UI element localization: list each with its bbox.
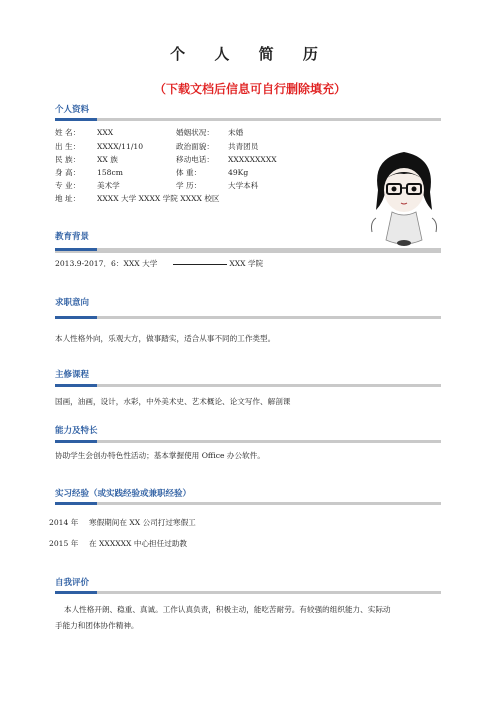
self-eval-line-2: 手能力和团体协作精神。 bbox=[55, 621, 139, 630]
intention-text: 本人性格外向，乐观大方，做事踏实，适合从事不同的工作类型。 bbox=[55, 334, 276, 343]
avatar-illustration bbox=[364, 140, 444, 250]
self-eval-line-1: 本人性格开朗、稳重、真诚。工作认真负责，积极主动，能吃苦耐劳。有较强的组织能力、实际动 bbox=[64, 605, 391, 614]
section-heading-skills: 能力及特长 bbox=[55, 426, 98, 436]
personal-row-ethnicity: 民 族： XX 族 bbox=[55, 155, 118, 164]
section-rule bbox=[55, 440, 441, 443]
education-entry: 2013.9-2017．6：XXX 大学 XXX 学院 bbox=[55, 259, 264, 268]
section-rule bbox=[55, 316, 441, 319]
personal-row-political: 政治面貌： 共青团员 bbox=[176, 142, 259, 151]
personal-row-marital: 婚姻状况： 未婚 bbox=[176, 128, 244, 137]
section-heading-self-eval: 自我评价 bbox=[55, 578, 90, 588]
personal-row-height: 身 高： 158cm bbox=[55, 168, 123, 177]
page-title: 个 人 简 历 bbox=[170, 45, 330, 63]
internship-row: 2014 年 寒假期间在 XX 公司打过寒假工 bbox=[49, 518, 196, 527]
section-rule bbox=[55, 384, 441, 387]
section-heading-personal: 个人资料 bbox=[55, 105, 90, 115]
section-rule bbox=[55, 591, 441, 594]
section-rule bbox=[55, 248, 441, 251]
personal-row-major: 专 业： 美术学 bbox=[55, 181, 120, 190]
page-subtitle: （下载文档后信息可自行删除填充） bbox=[153, 82, 346, 96]
personal-row-birth: 出 生： XXXX/11/10 bbox=[55, 142, 144, 151]
education-line bbox=[173, 264, 227, 265]
internship-row: 2015 年 在 XXXXXX 中心担任过助教 bbox=[49, 539, 188, 548]
personal-row-phone: 移动电话： XXXXXXXXX bbox=[176, 155, 277, 164]
section-rule bbox=[55, 502, 441, 505]
section-heading-internship: 实习经验（或实践经验或兼职经验） bbox=[55, 489, 192, 499]
skills-text: 协助学生会创办特色性活动；基本掌握使用 Office 办公软件。 bbox=[55, 451, 265, 460]
section-heading-education: 教育背景 bbox=[55, 232, 90, 242]
section-heading-intention: 求职意向 bbox=[55, 298, 90, 308]
personal-row-name: 姓 名： XXX bbox=[55, 128, 114, 137]
section-heading-courses: 主修课程 bbox=[55, 370, 90, 380]
courses-text: 国画，油画，设计，水彩，中外美术史、艺术概论、论文写作、解剖课 bbox=[55, 397, 291, 406]
personal-row-address: 地 址： XXXX 大学 XXXX 学院 XXXX 校区 bbox=[55, 194, 220, 203]
personal-row-weight: 体 重： 49Kg bbox=[176, 168, 249, 177]
personal-row-education: 学 历： 大学本科 bbox=[176, 181, 259, 190]
section-rule bbox=[55, 118, 441, 121]
